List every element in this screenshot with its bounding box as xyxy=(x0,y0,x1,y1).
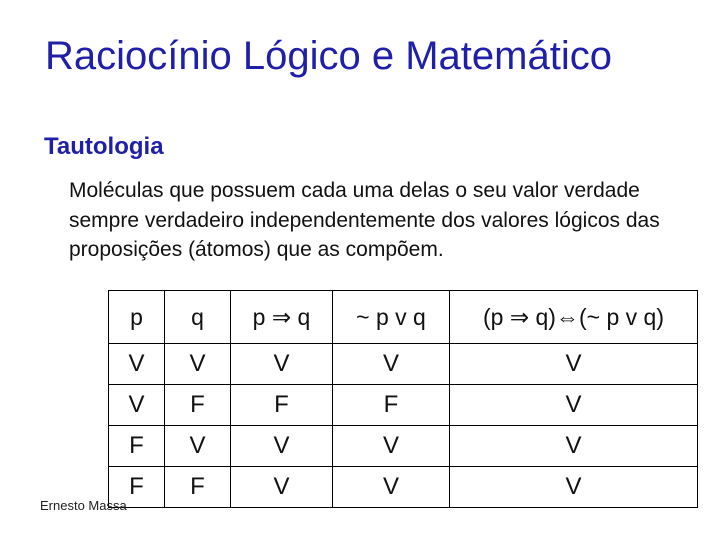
header-q: q xyxy=(165,291,231,344)
table-cell: V xyxy=(333,344,450,385)
table-row xyxy=(109,426,698,467)
table-cell: V xyxy=(450,467,698,508)
slide-subtitle: Tautologia xyxy=(44,133,164,160)
table-cell: V xyxy=(231,426,333,467)
table-cell: F xyxy=(109,426,165,467)
table-cell: V xyxy=(333,467,450,508)
table-cell: V xyxy=(333,426,450,467)
table-cell: V xyxy=(165,426,231,467)
table-cell: V xyxy=(450,426,698,467)
table-cell: V xyxy=(450,385,698,426)
table-cell: V xyxy=(450,344,698,385)
table-cell: V xyxy=(109,344,165,385)
truth-table-header-row xyxy=(109,291,698,344)
header-implication: p ⇒ q xyxy=(231,291,333,344)
table-cell: V xyxy=(231,344,333,385)
table-cell: F xyxy=(231,385,333,426)
table-cell: V xyxy=(231,467,333,508)
truth-table xyxy=(108,290,698,508)
table-row xyxy=(109,344,698,385)
table-cell: F xyxy=(165,385,231,426)
table-row xyxy=(109,385,698,426)
table-cell: F xyxy=(165,467,231,508)
table-row xyxy=(109,467,698,508)
slide-title: Raciocínio Lógico e Matemático xyxy=(45,34,612,78)
table-cell: F xyxy=(109,467,165,508)
table-cell: F xyxy=(333,385,450,426)
header-equivalence: (p ⇒ q)⇔(~ p v q) xyxy=(450,291,698,344)
author-footer: Ernesto Massa xyxy=(40,498,127,513)
table-cell: V xyxy=(165,344,231,385)
header-disjunction: ~ p v q xyxy=(333,291,450,344)
definition-text: Moléculas que possuem cada uma delas o seu valor verdade sempre verdadeiro independentemente dos valores lógicos das proposições (átomos) que as compõem. xyxy=(69,179,660,261)
table-cell: V xyxy=(109,385,165,426)
header-p: p xyxy=(109,291,165,344)
